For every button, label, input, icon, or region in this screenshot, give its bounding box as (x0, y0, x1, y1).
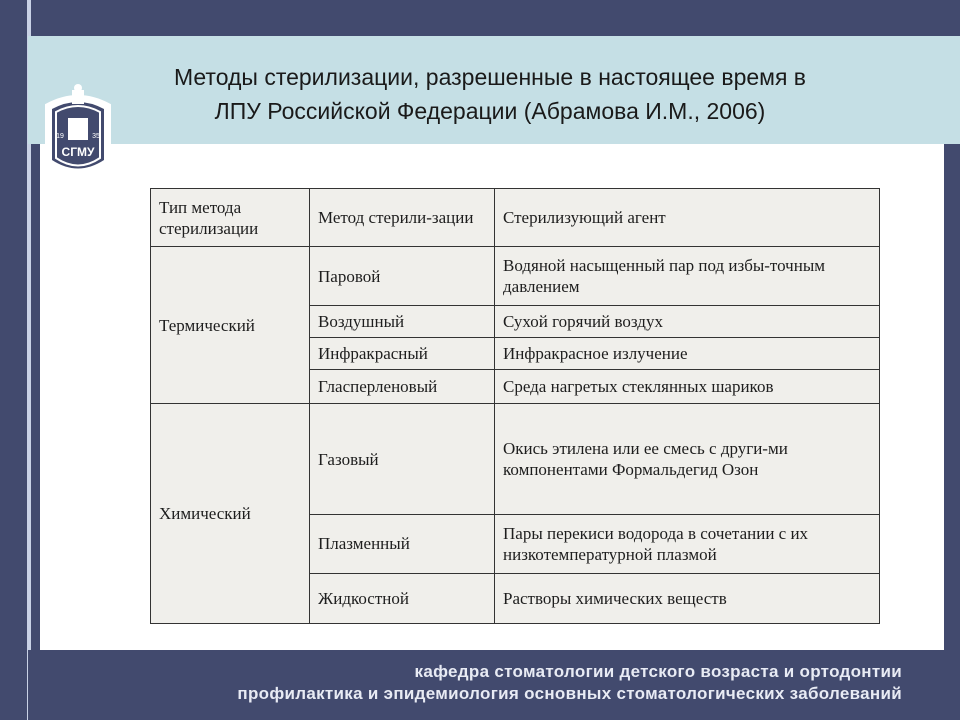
table-row (151, 247, 880, 305)
slide-title-line-1: Методы стерилизации, разрешенные в настоящее время в (173, 64, 807, 90)
method-cell: Инфракрасный (310, 338, 495, 370)
footer-course: профилактика и эпидемиология основных стоматологических заболеваний (237, 684, 902, 703)
agent-cell: Растворы химических веществ (495, 573, 880, 623)
method-cell: Газовый (310, 404, 495, 515)
agent-cell: Инфракрасное излучение (495, 338, 880, 370)
method-cell: Паровой (310, 247, 495, 305)
agent-cell: Среда нагретых стеклянных шариков (495, 370, 880, 404)
type-chemical: Химический (151, 404, 310, 624)
slide-title-line-2: ЛПУ Российской Федерации (Абрамова И.М., 2006) (214, 98, 766, 124)
agent-cell: Окись этилена или ее смесь с други-ми компонентами Формальдегид Озон (495, 404, 880, 515)
method-cell: Плазменный (310, 515, 495, 573)
header-type: Тип метода стерилизации (151, 189, 310, 247)
agent-cell: Сухой горячий воздух (495, 305, 880, 337)
university-crest-icon (38, 84, 118, 190)
sterilization-methods-table (150, 188, 880, 624)
top-frame-strip (0, 0, 960, 40)
logo-text: СГМУ (61, 145, 95, 159)
type-thermal: Термический (151, 247, 310, 404)
method-cell: Гласперленовый (310, 370, 495, 404)
header-agent: Стерилизующий агент (495, 189, 880, 247)
table-header-row (151, 189, 880, 247)
header-method: Метод стерили-зации (310, 189, 495, 247)
agent-cell: Пары перекиси водорода в сочетании с их низкотемпературной плазмой (495, 515, 880, 573)
table-row (151, 404, 880, 515)
logo-year-right: 35 (92, 133, 100, 140)
method-cell: Жидкостной (310, 573, 495, 623)
footer-department: кафедра стоматологии детского возраста и ортодонтии (414, 662, 902, 681)
method-cell: Воздушный (310, 305, 495, 337)
logo-year-left: 19 (56, 133, 64, 140)
agent-cell: Водяной насыщенный пар под избы-точным давлением (495, 247, 880, 305)
footer-bar (28, 650, 960, 720)
slide-title (60, 60, 920, 128)
